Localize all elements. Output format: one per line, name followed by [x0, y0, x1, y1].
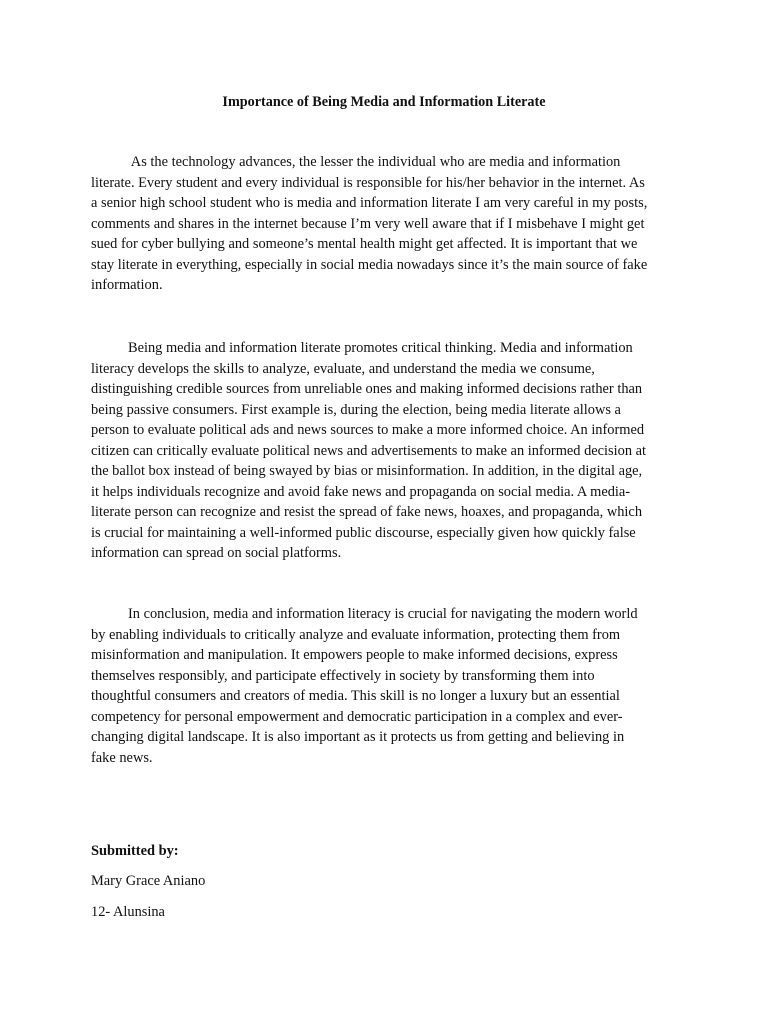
paragraph-line: sued for cyber bullying and someone’s mental health might get affected. It is important that we: [91, 236, 638, 253]
author-name: Mary Grace Aniano: [91, 873, 206, 889]
paragraph-line: comments and shares in the internet because I’m very well aware that if I misbehave I might get: [91, 215, 645, 232]
paragraph-line: competency for personal empowerment and democratic participation in a complex and ever-: [91, 708, 623, 725]
paragraph-line: fake news.: [91, 749, 153, 766]
paragraph-line: the ballot box instead of being swayed by bias or misinformation. In addition, in the digital age,: [91, 463, 643, 480]
paragraph-conclusion: [91, 604, 676, 768]
paragraph-line: a senior high school student who is media and information literate I am very careful in my posts,: [91, 195, 648, 212]
paragraph-body: [91, 338, 676, 564]
paragraph-line: changing digital landscape. It is also important as it protects us from getting and believing in: [91, 729, 625, 746]
paragraph-intro: [91, 152, 676, 296]
paragraph-line: themselves responsibly, and participate effectively in society by transforming them into: [91, 667, 595, 684]
paragraph-line: literate. Every student and every individual is responsible for his/her behavior in the internet. As: [91, 174, 645, 191]
paragraph-line: being passive consumers. First example is, during the election, being media literate allows a: [91, 401, 621, 418]
paragraph-line: distinguishing credible sources from unreliable ones and making informed decisions rather than: [91, 381, 643, 398]
paragraph-line: by enabling individuals to critically analyze and evaluate information, protecting them from: [91, 626, 621, 643]
paragraph-line: As the technology advances, the lesser the individual who are media and information: [128, 154, 621, 170]
paragraph-line: information.: [91, 277, 163, 294]
paragraph-line: it helps individuals recognize and avoid fake news and propaganda on social media. A media-: [91, 483, 631, 500]
paragraph-line: information can spread on social platforms.: [91, 545, 342, 562]
submitted-by-label: Submitted by:: [91, 843, 179, 859]
paragraph-line: is crucial for maintaining a well-informed public discourse, especially given how quickly false: [91, 524, 636, 541]
paragraph-line: In conclusion, media and information literacy is crucial for navigating the modern world: [128, 606, 638, 622]
paragraph-line: thoughtful consumers and creators of media. This skill is no longer a luxury but an essential: [91, 688, 620, 705]
paragraph-line: Being media and information literate promotes critical thinking. Media and information: [128, 340, 633, 356]
paragraph-line: stay literate in everything, especially in social media nowadays since it’s the main source of fake: [91, 256, 648, 273]
paragraph-line: literacy develops the skills to analyze, evaluate, and understand the media we consume,: [91, 360, 595, 377]
author-section: 12- Alunsina: [91, 904, 165, 920]
paragraph-line: person to evaluate political ads and news sources to make a more informed choice. An informed: [91, 422, 645, 439]
paragraph-line: literate person can recognize and resist the spread of fake news, hoaxes, and propaganda, which: [91, 504, 643, 521]
paragraph-line: citizen can critically evaluate political news and advertisements to make an informed decision at: [91, 442, 647, 459]
paragraph-line: misinformation and manipulation. It empowers people to make informed decisions, express: [91, 647, 618, 664]
document-title: Importance of Being Media and Information Literate: [222, 94, 546, 110]
